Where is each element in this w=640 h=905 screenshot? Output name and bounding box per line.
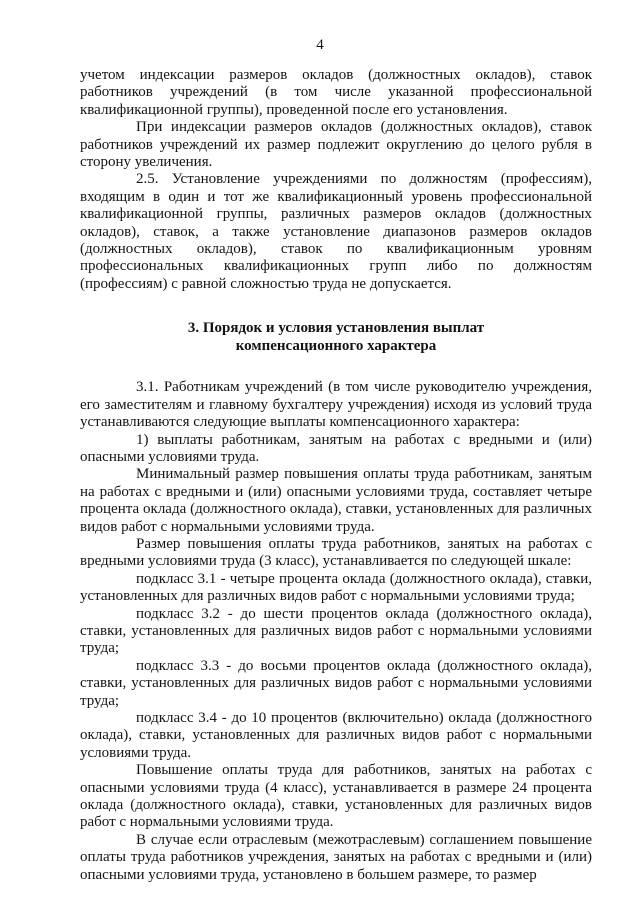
document-body xyxy=(80,67,592,884)
paragraph-rounding: При индексации размеров окладов (должностных окладов), ставок работников учреждений их размер подлежит округлению до целого рубля в сторону увеличения. xyxy=(80,119,592,171)
paragraph-scale-intro: Размер повышения оплаты труда работников, занятых на работах с вредными условиями труда (3 класс), устанавливается по следующей шкале: xyxy=(80,535,592,570)
paragraph-continuation: учетом индексации размеров окладов (должностных окладов), ставок работников учреждений (в том числе указанной профессиональной квалификационной группы), проведенной после его установления. xyxy=(80,67,592,118)
section-heading-line-2: компенсационного характера xyxy=(235,338,437,355)
paragraph-class-4: Повышение оплаты труда для работников, занятых на работах с опасными условиями труда (4 класс), устанавливается в размере 24 процента оклада (должностного оклада), ставки, установленных для различных видов работ с нормальными условиями труда. xyxy=(80,762,592,831)
paragraph-2-5: 2.5. Установление учреждениями по должностям (профессиям), входящим в один и тот же квалификационный уровень профессиональной квалификационной группы, различных размеров окладов (должностных окладов), ставок, а также установление диапазонов размеров окладов (должностных окладов), ставок по квалификационным уровням профессиональных квалификационных групп либо по должностям (профессиям) с равной сложностью труда не допускается. xyxy=(80,171,592,292)
paragraph-industry-agreement: В случае если отраслевым (межотраслевым) соглашением повышение оплаты труда работников учреждения, занятых на работах с вредными и (или) опасными условиями труда, установлено в большем размере, то размер xyxy=(80,831,592,883)
paragraph-minimum-increase: Минимальный размер повышения оплаты труда работникам, занятым на работах с вредными и (или) опасными условиями труда, составляет четыре процента оклада (должностного оклада), ставки, установленных для различных видов работ с нормальными условиями труда. xyxy=(80,466,592,535)
paragraph-item-1: 1) выплаты работникам, занятым на работах с вредными и (или) опасными условиями труда. xyxy=(80,431,592,465)
paragraph-3-1: 3.1. Работникам учреждений (в том числе руководителю учреждения, его заместителям и главному бухгалтеру учреждения) исходя из условий труда устанавливаются следующие выплаты компенсационного характера: xyxy=(80,379,592,431)
section-heading-line-1: 3. Порядок и условия установления выплат xyxy=(187,320,485,337)
paragraph-subclass-3-1: подкласс 3.1 - четыре процента оклада (должностного оклада), ставки, установленных для различных видов работ с нормальными условиями труда; xyxy=(80,570,592,605)
page-number: 4 xyxy=(316,37,324,53)
paragraph-subclass-3-2: подкласс 3.2 - до шести процентов оклада (должностного оклада), ставки, установленных для различных видов работ с нормальными условиями труда; xyxy=(80,605,592,657)
paragraph-subclass-3-3: подкласс 3.3 - до восьми процентов оклада (должностного оклада), ставки, установленных для различных видов работ с нормальными условиями труда; xyxy=(80,657,592,709)
paragraph-subclass-3-4: подкласс 3.4 - до 10 процентов (включительно) оклада (должностного оклада), ставки, установленных для различных видов работ с нормальными условиями труда. xyxy=(80,710,592,761)
section-heading xyxy=(80,319,592,355)
